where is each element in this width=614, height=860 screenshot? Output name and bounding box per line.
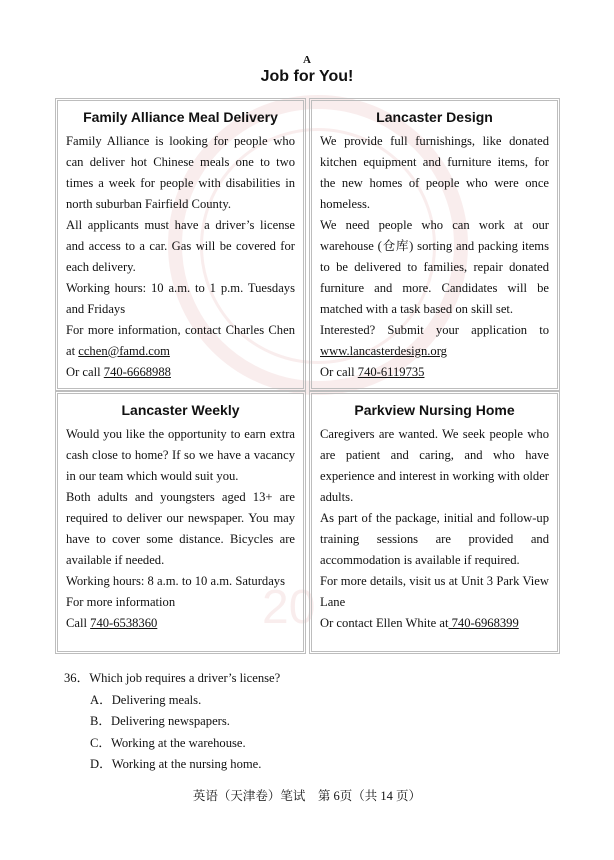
call-text: Or call: [66, 365, 104, 379]
contact-text: Or contact Ellen White at: [320, 616, 449, 630]
phone-link[interactable]: 740-6538360: [90, 616, 158, 630]
ad-paragraph: For more information: [66, 595, 176, 609]
ad-paragraph: Working hours: 8 a.m. to 10 a.m. Saturdays: [66, 574, 286, 588]
ad-paragraph: We provide full furnishings, like donated kitchen equipment and furniture items, for the new homes of people who were once homeless.: [320, 134, 549, 211]
ad-call: [66, 613, 295, 634]
option-c[interactable]: C．Working at the warehouse.: [90, 735, 246, 750]
watermark-year: 20: [262, 581, 316, 634]
ad-paragraph: Working hours: 10 a.m. to 1 p.m. Tuesdays and Fridays: [66, 281, 295, 316]
ad-heading: Family Alliance Meal Delivery: [83, 109, 278, 125]
ad-heading: Lancaster Weekly: [121, 402, 240, 418]
ad-heading: Parkview Nursing Home: [354, 402, 515, 418]
phone-link[interactable]: 740-6668988: [103, 365, 171, 379]
ad-contact: [320, 613, 549, 634]
job-ads-grid: [55, 98, 560, 654]
section-letter: A: [303, 54, 311, 66]
call-text: Call: [66, 616, 91, 630]
call-text: Or call: [320, 365, 358, 379]
option-d[interactable]: D．Working at the nursing home.: [90, 757, 262, 771]
option-b[interactable]: B．Delivering newspapers.: [90, 714, 230, 728]
ad-paragraph: We need people who can work at our warehouse (仓库) sorting and packing items to be delivered to families, repair donated furniture and more. Candidates will be matched with a task based on skill set.: [320, 218, 549, 316]
email-link[interactable]: cchen@famd.com: [78, 344, 170, 358]
phone-link[interactable]: 740-6119735: [357, 365, 425, 379]
ad-paragraph: Both adults and youngsters aged 13+ are required to deliver our newspaper. You may have to cover some distance. Bicycles are available if needed.: [66, 490, 295, 567]
ad-paragraph: For more details, visit us at Unit 3 Park View Lane: [320, 574, 549, 609]
ad-heading: Lancaster Design: [376, 109, 493, 125]
question-36: [64, 668, 280, 776]
ad-meal-delivery: [55, 98, 306, 391]
website-link[interactable]: www.lancasterdesign.org: [320, 344, 447, 358]
ad-paragraph: Family Alliance is looking for people who can deliver hot Chinese meals one to two times a week for people with disabilities in north suburban Fairfield County.: [66, 134, 295, 211]
ad-paragraph: Caregivers are wanted. We seek people who are patient and caring, and who have experience and interest in working with older adults.: [320, 427, 549, 504]
option-a[interactable]: A．Delivering meals.: [90, 692, 202, 707]
ad-call: [320, 362, 549, 383]
contact-text: For more information, contact Charles Chen at: [66, 323, 295, 358]
ad-paragraph: Would you like the opportunity to earn extra cash close to home? If so we have a vacancy in our team which would suit you.: [66, 427, 295, 483]
question-stem: 36．Which job requires a driver’s license?: [64, 671, 281, 685]
ad-contact: [66, 320, 295, 362]
ad-url: [320, 341, 549, 362]
ad-lancaster-weekly: [55, 391, 306, 654]
ad-paragraph: As part of the package, initial and follow-up training sessions are provided and accommodation is available if required.: [320, 511, 549, 567]
page-footer: 英语（天津卷）笔试 第 6页（共 14 页）: [192, 789, 422, 803]
ad-paragraph: Interested? Submit your application to: [320, 323, 549, 337]
ad-nursing-home: [309, 391, 560, 654]
page-title: Job for You!: [260, 68, 354, 85]
ad-call: [66, 362, 295, 383]
ad-lancaster-design: [309, 98, 560, 391]
phone-link[interactable]: 740-6968399: [448, 616, 519, 630]
ad-paragraph: All applicants must have a driver’s license and access to a car. Gas will be covered for each delivery.: [66, 218, 295, 274]
